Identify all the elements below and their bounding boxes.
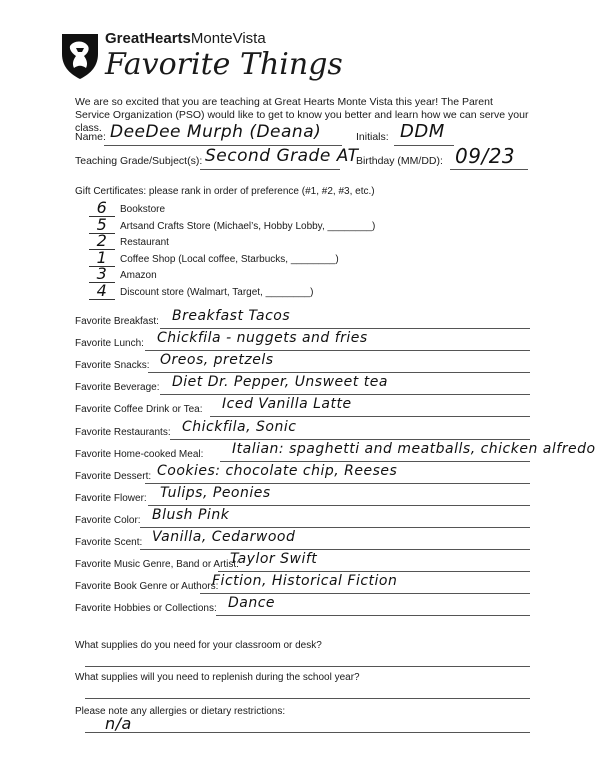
gift-option-label: Bookstore bbox=[120, 204, 166, 215]
favorite-label: Favorite Home-cooked Meal: bbox=[75, 448, 204, 460]
question-label: What supplies do you need for your classroom or desk? bbox=[75, 640, 322, 651]
favorite-label: Favorite Coffee Drink or Tea: bbox=[75, 404, 203, 416]
favorite-label: Favorite Lunch: bbox=[75, 338, 144, 350]
gift-option-label: Discount store (Walmart, Target, ________) bbox=[120, 286, 314, 298]
question-answer-line bbox=[85, 666, 530, 667]
favorite-label: Favorite Book Genre or Authors: bbox=[75, 581, 219, 593]
gift-option-label: Restaurant bbox=[120, 237, 169, 248]
favorite-label: Favorite Flower: bbox=[75, 492, 147, 504]
favorite-line bbox=[170, 439, 530, 440]
gift-heading: Gift Certificates: please rank in order of preference (#1, #2, #3, etc.) bbox=[75, 186, 375, 197]
school-crest-logo bbox=[60, 32, 100, 80]
brand-name-light: MonteVista bbox=[190, 30, 266, 47]
favorite-line bbox=[140, 527, 530, 528]
favorite-line bbox=[218, 571, 530, 572]
favorite-line bbox=[140, 549, 530, 550]
gift-rank-value[interactable]: 4 bbox=[96, 280, 108, 300]
favorite-label: Favorite Scent: bbox=[75, 537, 143, 548]
page-title: Favorite Things bbox=[105, 47, 343, 82]
gift-option-label: Amazon bbox=[120, 270, 157, 281]
favorite-value[interactable]: Dance bbox=[228, 595, 276, 612]
favorite-label: Favorite Breakfast: bbox=[75, 316, 159, 327]
favorite-value[interactable]: Breakfast Tacos bbox=[172, 308, 291, 324]
favorite-line bbox=[210, 416, 530, 417]
favorite-line bbox=[148, 372, 530, 373]
birthday-label: Birthday (MM/DD): bbox=[356, 155, 443, 167]
favorite-line bbox=[216, 615, 530, 616]
name-label: Name: bbox=[75, 131, 106, 143]
initials-line bbox=[394, 145, 454, 146]
favorite-value[interactable]: Taylor Swift bbox=[230, 551, 318, 568]
name-value[interactable]: DeeDee Murph (Deana) bbox=[110, 122, 322, 142]
favorite-label: Favorite Dessert: bbox=[75, 470, 152, 482]
favorite-label: Favorite Beverage: bbox=[75, 382, 160, 394]
question-answer-line bbox=[85, 732, 530, 733]
header bbox=[60, 28, 360, 90]
gift-rank-line bbox=[89, 299, 115, 300]
brand-name-bold: GreatHearts bbox=[105, 30, 191, 47]
initials-label: Initials: bbox=[356, 131, 389, 143]
gift-option-label: Artsand Crafts Store (Michael’s, Hobby Lobby, ________) bbox=[120, 220, 376, 232]
favorite-line bbox=[148, 505, 530, 506]
favorite-line bbox=[160, 328, 530, 329]
favorite-value[interactable]: Chickfila - nuggets and fries bbox=[157, 330, 368, 347]
favorite-value[interactable]: Oreos, pretzels bbox=[160, 352, 274, 369]
question-value[interactable]: n/a bbox=[105, 714, 132, 733]
gift-rank-value[interactable]: 5 bbox=[96, 214, 108, 234]
birthday-value[interactable]: 09/23 bbox=[455, 144, 516, 168]
favorite-label: Favorite Color: bbox=[75, 514, 141, 526]
gift-rank-value[interactable]: 2 bbox=[96, 231, 108, 250]
question-label: What supplies will you need to replenish during the school year? bbox=[75, 672, 360, 683]
favorite-line bbox=[200, 593, 530, 594]
favorite-line bbox=[160, 394, 530, 395]
favorite-value[interactable]: Diet Dr. Pepper, Unsweet tea bbox=[172, 374, 388, 391]
favorite-value[interactable]: Tulips, Peonies bbox=[160, 484, 271, 501]
favorite-value[interactable]: Fiction, Historical Fiction bbox=[212, 573, 398, 590]
question-answer-line bbox=[85, 698, 530, 699]
favorite-line bbox=[145, 483, 530, 484]
favorite-value[interactable]: Blush Pink bbox=[152, 506, 230, 523]
birthday-line bbox=[450, 169, 528, 170]
gift-rank-value[interactable]: 3 bbox=[96, 264, 108, 283]
grade-line bbox=[200, 169, 340, 170]
grade-label: Teaching Grade/Subject(s): bbox=[75, 155, 203, 167]
favorite-label: Favorite Music Genre, Band or Artist: bbox=[75, 559, 239, 571]
question-label: Please note any allergies or dietary restrictions: bbox=[75, 706, 286, 717]
favorite-value[interactable]: Italian: spaghetti and meatballs, chicken alfredo bbox=[232, 440, 596, 457]
favorite-line bbox=[145, 350, 530, 351]
favorite-label: Favorite Snacks: bbox=[75, 360, 150, 372]
gift-rank-value[interactable]: 1 bbox=[96, 247, 108, 267]
gift-option-label: Coffee Shop (Local coffee, Starbucks, ________) bbox=[120, 253, 339, 265]
grade-value[interactable]: Second Grade AT bbox=[205, 146, 359, 166]
favorite-value[interactable]: Vanilla, Cedarwood bbox=[152, 529, 296, 545]
favorite-line bbox=[220, 461, 530, 462]
favorite-label: Favorite Restaurants: bbox=[75, 426, 171, 438]
gift-rank-value[interactable]: 6 bbox=[96, 198, 108, 217]
intro-paragraph: We are so excited that you are teaching at Great Hearts Monte Vista this year! The Parent Service Organization (PSO) would like to get to know you better and learn how we can serve your class. bbox=[75, 96, 529, 134]
favorite-label: Favorite Hobbies or Collections: bbox=[75, 603, 217, 615]
favorite-value[interactable]: Iced Vanilla Latte bbox=[222, 396, 352, 413]
favorite-value[interactable]: Cookies: chocolate chip, Reeses bbox=[157, 462, 398, 479]
favorite-value[interactable]: Chickfila, Sonic bbox=[182, 418, 297, 435]
brand-name bbox=[105, 30, 266, 47]
initials-value[interactable]: DDM bbox=[400, 121, 445, 142]
